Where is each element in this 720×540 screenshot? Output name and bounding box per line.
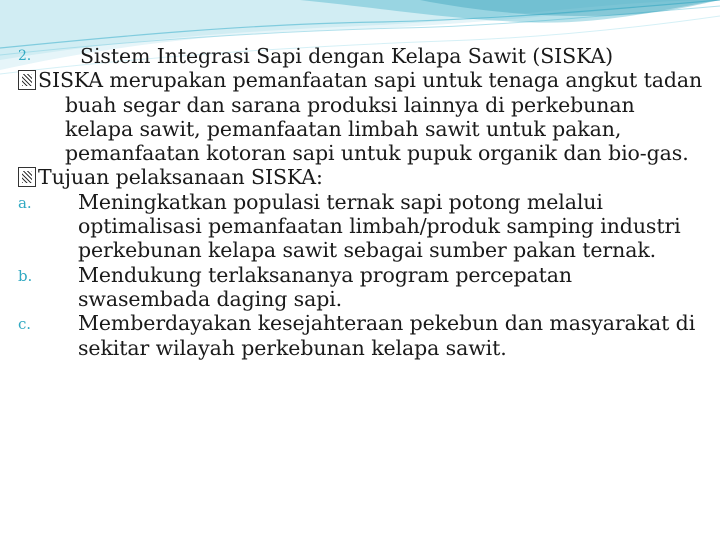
list-item-b [18, 263, 708, 312]
list-item-text: Memberdayakan kesejahteraan pekebun dan masyarakat di sekitar wilayah perkebunan kelapa sawit. [78, 311, 696, 360]
paragraph-text: SISKA merupakan pemanfaatan sapi untuk tenaga angkut tadan buah segar dan sarana produksi lainnya di perkebunan kelapa sawit, pemanfaatan limbah sawit untuk pakan, pemanfaatan kotoran sapi untuk pupuk organik dan bio-gas. [38, 68, 703, 166]
list-marker: a. [18, 193, 32, 212]
slide-heading [18, 44, 708, 68]
list-marker: c. [18, 315, 31, 334]
list-item-a [18, 190, 708, 263]
list-item-text: Meningkatkan populasi ternak sapi potong melalui optimalisasi pemanfaatan limbah/produk samping industri perkebunan kelapa sawit sebagai sumber pakan ternak. [78, 189, 681, 263]
list-marker: b. [18, 266, 33, 285]
missing-glyph-bullet-icon [18, 167, 36, 187]
heading-text: Sistem Integrasi Sapi dengan Kelapa Sawit (SISKA) [80, 44, 614, 68]
list-item-c [18, 311, 708, 360]
paragraph-goals-intro [18, 165, 708, 189]
paragraph-text: Tujuan pelaksanaan SISKA: [38, 165, 323, 190]
slide-body [18, 44, 708, 360]
list-item-text: Mendukung terlaksananya program percepatan swasembada daging sapi. [78, 262, 573, 311]
missing-glyph-bullet-icon [18, 70, 36, 90]
heading-number: 2. [18, 48, 32, 64]
paragraph-siska-definition [18, 68, 708, 165]
